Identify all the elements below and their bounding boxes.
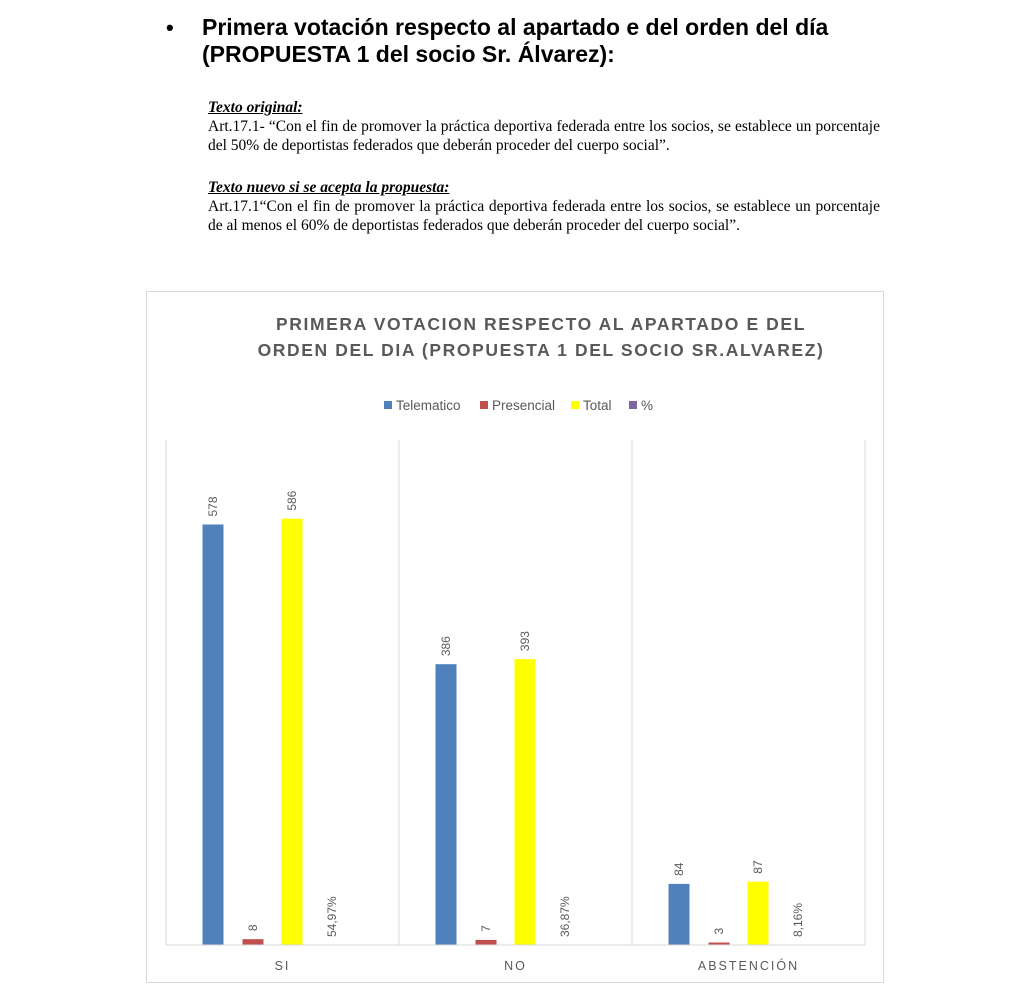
data-label-total-no: 393 [518,631,532,652]
chart-legend [384,398,653,413]
chart-bars [203,490,806,945]
x-tick-label-abstencion: ABSTENCIÓN [697,959,800,973]
x-axis [166,945,865,973]
data-label-pct-no: 36,87% [558,896,572,937]
bar-telematico-no [436,664,457,945]
heading-line-2: (PROPUESTA 1 del socio Sr. Álvarez): [202,41,615,67]
data-label-total-si: 586 [285,490,299,511]
data-label-telematico-abstencion: 84 [672,862,686,876]
new-text-block [208,178,880,235]
bar-total-abstencion [748,882,769,945]
data-label-presencial-abstencion: 3 [712,927,726,935]
bar-presencial-si [243,939,264,945]
new-text-label: Texto nuevo si se acepta la propuesta: [208,179,450,196]
legend-label-pct: % [641,398,654,413]
data-label-pct-si: 54,97% [325,896,339,937]
data-label-pct-abstencion: 8,16% [791,902,805,937]
legend-swatch-presencial [480,401,488,409]
original-text-body: Art.17.1- “Con el fin de promover la práctica deportiva federada entre los socios, se establece un porcentaje del 50% de deportistas federados que deberán proceder del cuerpo social”. [208,118,880,154]
bar-total-no [515,659,536,945]
bar-total-si [282,519,303,945]
bar-presencial-no [476,940,497,945]
legend-label-presencial: Presencial [492,398,556,413]
bullet-marker: • [166,15,174,40]
original-text-label: Texto original: [208,99,303,116]
data-label-telematico-no: 386 [439,636,453,657]
chart-title-line-1: PRIMERA VOTACION RESPECTO AL APARTADO E DEL [276,314,806,334]
bar-chart [147,292,883,982]
bar-telematico-si [203,525,224,945]
legend-label-telematico: Telematico [396,398,461,413]
legend-label-total: Total [583,398,612,413]
data-label-presencial-no: 7 [479,925,493,932]
data-label-presencial-si: 8 [246,924,260,932]
original-text-block [208,98,880,155]
legend-swatch-total [571,401,579,409]
bar-telematico-abstencion [669,884,690,945]
chart-container [146,291,884,983]
legend-swatch-telematico [384,401,392,409]
data-label-total-abstencion: 87 [751,860,765,874]
x-tick-label-no: NO [504,959,527,973]
new-text-body: Art.17.1“Con el fin de promover la práctica deportiva federada entre los socios, se establece un porcentaje de al menos el 60% de deportistas federados que deberán proceder del cuerpo social”. [208,198,880,234]
legend-swatch-pct [629,401,637,409]
chart-title-line-2: ORDEN DEL DIA (PROPUESTA 1 DEL SOCIO SR.ALVAREZ) [257,340,825,360]
heading-line-1: Primera votación respecto al apartado e del orden del día [202,14,829,40]
data-label-telematico-si: 578 [206,496,220,517]
x-tick-label-si: SI [274,959,291,973]
